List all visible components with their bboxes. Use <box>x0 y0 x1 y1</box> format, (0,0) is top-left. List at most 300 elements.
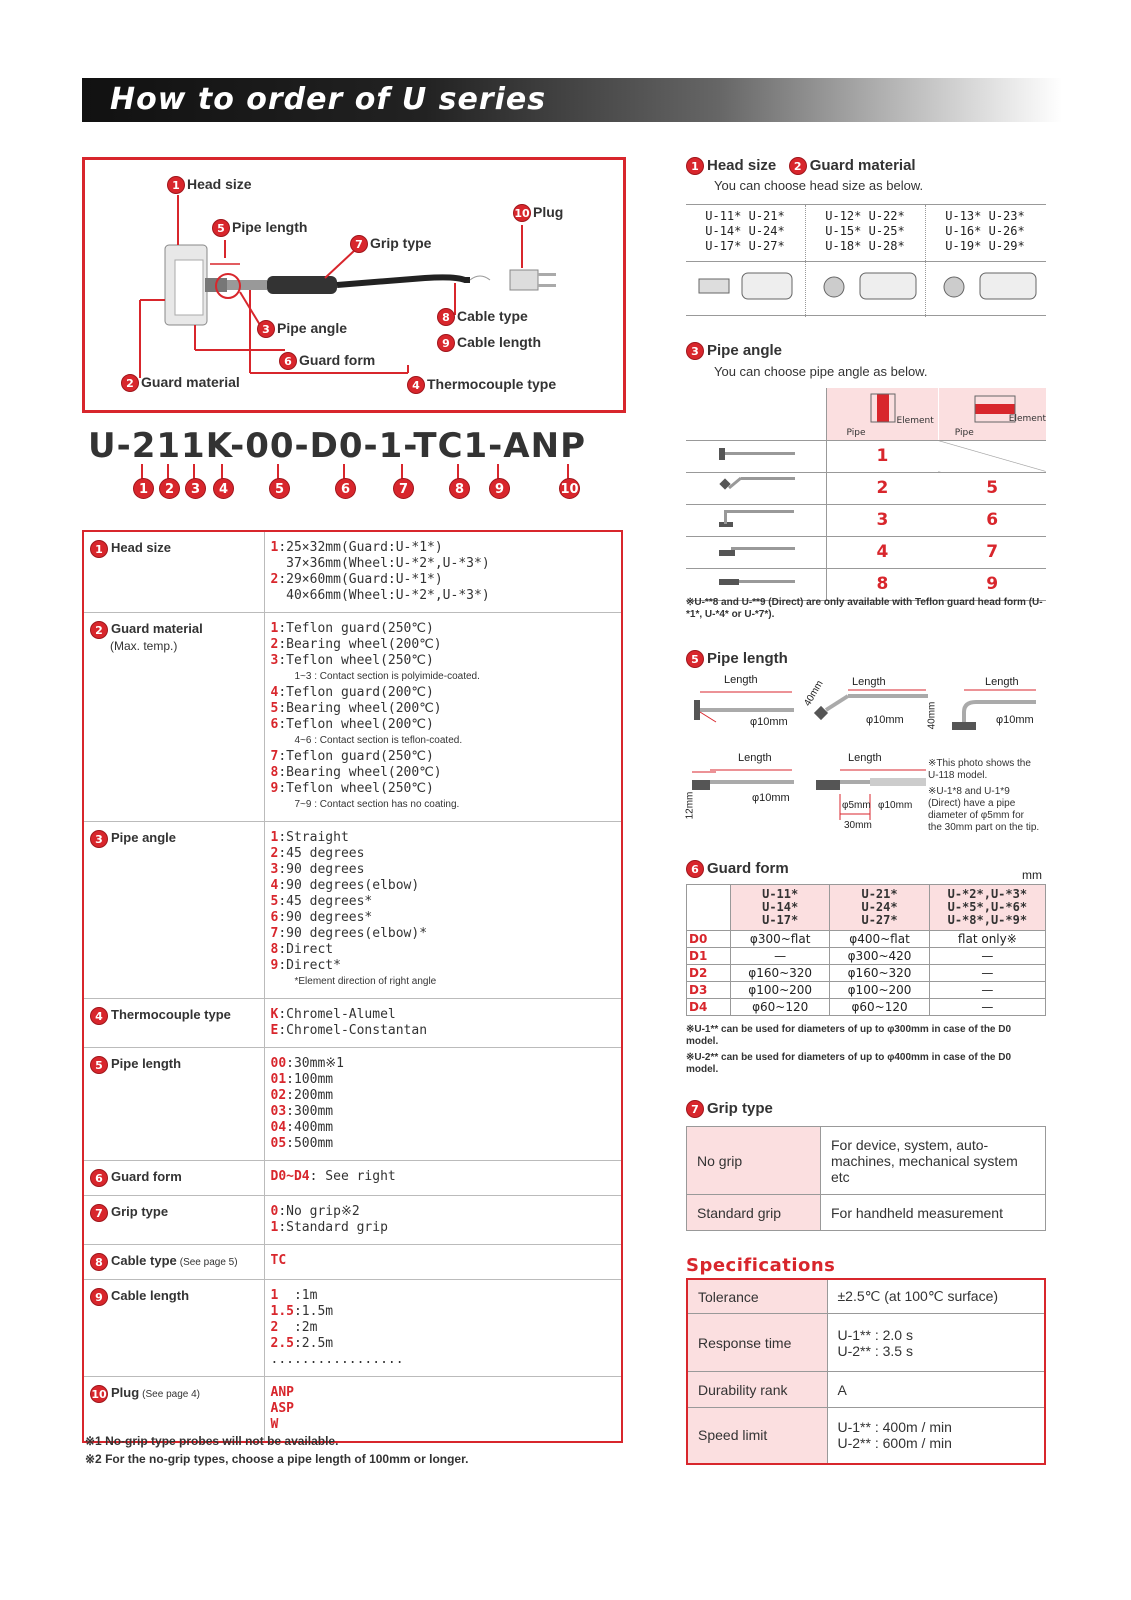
option-line <box>271 1120 616 1136</box>
option-line <box>271 974 616 990</box>
option-code: 3 <box>270 653 279 668</box>
pipe-icon-elbow <box>686 536 826 568</box>
guard-value: φ100~200 <box>731 982 830 999</box>
guard-col-header-1: U-11* U-14* U-17* <box>731 885 830 931</box>
guard-value: φ400~flat <box>830 931 929 948</box>
guard-form-heading: 6 Guard form <box>686 860 789 878</box>
option-text: *Element direction of right angle <box>294 976 437 987</box>
order-row-label <box>83 1377 264 1443</box>
guard-head-image-1 <box>694 269 804 305</box>
option-code: 1 <box>270 830 279 845</box>
tip-length-label: 12mm <box>684 791 696 820</box>
guard-value: — <box>929 982 1045 999</box>
grip-desc-no-grip: For device, system, auto-machines, mechanical system etc <box>821 1127 1046 1195</box>
option-text: :Teflon wheel(250℃) <box>278 781 434 796</box>
option-line <box>271 1204 616 1220</box>
option-text: 40×66mm(Wheel:U-*2*,U-*3*) <box>270 588 490 603</box>
option-line <box>271 1088 616 1104</box>
item-label: Plug <box>111 1385 140 1401</box>
pipe-angle-subtitle: You can choose pipe angle as below. <box>714 364 928 379</box>
option-code: 02 <box>270 1088 287 1103</box>
item-label: Grip type <box>111 1204 169 1220</box>
item-sublabel: (See page 5) <box>179 1257 238 1269</box>
order-row <box>83 1161 622 1196</box>
order-row <box>83 822 622 999</box>
guard-value: φ300~420 <box>830 948 929 965</box>
code-number-7: 7 <box>393 478 414 499</box>
diameter-label-2: φ10mm <box>866 714 904 726</box>
option-code: 5 <box>270 894 279 909</box>
option-line <box>271 1352 616 1368</box>
guard-row <box>687 999 1046 1016</box>
item-number-badge: 7 <box>90 1204 108 1222</box>
order-row <box>83 1048 622 1161</box>
guard-value: — <box>929 965 1045 982</box>
option-code: 0 <box>270 1204 279 1219</box>
order-row-options <box>264 1245 622 1280</box>
order-row-label <box>83 1161 264 1196</box>
guard-code: D3 <box>687 982 731 999</box>
option-line <box>271 1336 616 1352</box>
option-line <box>271 1104 616 1120</box>
item-number-badge: 2 <box>90 621 108 639</box>
item-label: Guard material <box>111 621 203 637</box>
option-text: :Bearing wheel(200℃) <box>278 637 442 652</box>
footnote-2: ※2 For the no-grip types, choose a pipe length of 100mm or longer. <box>85 1452 469 1466</box>
option-line <box>271 958 616 974</box>
guard-form-table <box>686 884 1046 1016</box>
option-text: :25×32mm(Guard:U-*1*) <box>278 540 443 555</box>
guard-code: D0 <box>687 931 731 948</box>
option-text: :Teflon wheel(200℃) <box>278 717 434 732</box>
pipe-angle-note: ※U-**8 and U-**9 (Direct) are only available with Teflon guard head form (U-*1*, U-*4* or U-*7*). <box>686 597 1043 620</box>
option-line <box>271 1288 616 1304</box>
code-number-8: 8 <box>449 478 470 499</box>
pipe-icon-45 <box>686 472 826 504</box>
option-line <box>271 669 616 685</box>
option-line <box>271 1304 616 1320</box>
order-row-label <box>83 1048 264 1161</box>
label-thermocouple-type: 4 Thermocouple type <box>407 376 556 394</box>
pipe-code: 8 <box>826 568 938 600</box>
guard-col-header-3: U-*2*,U-*3* U-*5*,U-*6* U-*8*,U-*9* <box>929 885 1045 931</box>
option-line <box>271 862 616 878</box>
option-text: 7~9 : Contact section has no coating. <box>294 799 460 810</box>
guard-head-image-2 <box>814 269 924 305</box>
option-line <box>271 830 616 846</box>
code-number-4: 4 <box>213 478 234 499</box>
page-title: How to order of U series <box>110 82 547 117</box>
spec-value-tolerance: ±2.5℃ (at 100℃ surface) <box>837 1288 999 1304</box>
pipe-code-empty <box>938 440 1046 472</box>
option-code: 2 <box>270 1320 279 1335</box>
length-label-4: Length <box>738 752 772 764</box>
option-line <box>271 733 616 749</box>
page-title-bar <box>82 78 1062 122</box>
guard-row <box>687 982 1046 999</box>
guard-head-image-3 <box>934 269 1044 305</box>
option-line <box>271 942 616 958</box>
option-code: 2 <box>270 846 279 861</box>
guard-note-2: ※U-2** can be used for diameters of up to φ400mm in case of the D0 model. <box>686 1052 1012 1075</box>
option-line <box>271 1401 616 1417</box>
option-line <box>271 878 616 894</box>
length-label-1: Length <box>724 674 758 686</box>
guard-value: φ160~320 <box>731 965 830 982</box>
label-pipe-angle: 3 Pipe angle <box>257 320 347 338</box>
order-row-options <box>264 1196 622 1245</box>
item-label: Pipe length <box>111 1056 182 1072</box>
item-label: Thermocouple type <box>111 1007 231 1023</box>
code-number-10: 10 <box>559 478 580 499</box>
pipe-code: 5 <box>938 472 1046 504</box>
option-text: :400mm <box>286 1120 334 1135</box>
spec-value-response: U-1** : 2.0 s U-2** : 3.5 s <box>827 1314 1045 1372</box>
guard-row <box>687 965 1046 982</box>
option-text: : See right <box>309 1169 396 1184</box>
option-text: :Direct* <box>278 958 341 973</box>
spec-label-durability: Durability rank <box>687 1372 827 1408</box>
spec-value-speed: U-1** : 400m / min U-2** : 600m / min <box>827 1408 1045 1464</box>
item-number-badge: 9 <box>90 1288 108 1306</box>
order-row <box>83 999 622 1048</box>
option-line <box>271 1007 616 1023</box>
option-code: 7 <box>270 749 279 764</box>
option-line <box>271 846 616 862</box>
option-text: :90 degrees(elbow)* <box>278 926 428 941</box>
spec-label-speed: Speed limit <box>687 1408 827 1464</box>
order-row-label <box>83 1245 264 1280</box>
option-text: :90 degrees <box>278 862 365 877</box>
grip-label-no-grip: No grip <box>687 1127 821 1195</box>
option-text: :100mm <box>286 1072 334 1087</box>
option-line <box>271 749 616 765</box>
option-text: :45 degrees <box>278 846 365 861</box>
option-text: :Teflon guard(200℃) <box>278 685 434 700</box>
option-text: :2.5m <box>293 1336 334 1351</box>
order-row-options <box>264 531 622 613</box>
grip-desc-standard: For handheld measurement <box>821 1195 1046 1231</box>
pipe-angle-table <box>686 388 1046 601</box>
pipe-icon-direct <box>686 568 826 600</box>
item-label: Pipe angle <box>111 830 177 846</box>
option-code: ASP <box>270 1401 294 1416</box>
label-guard-form: 6 Guard form <box>279 352 375 370</box>
order-row-options <box>264 1048 622 1161</box>
option-text: 37×36mm(Wheel:U-*2*,U-*3*) <box>270 556 490 571</box>
label-cable-type: 8 Cable type <box>437 308 528 326</box>
option-text: :Standard grip <box>278 1220 388 1235</box>
order-row-label <box>83 1280 264 1377</box>
specifications-table <box>686 1278 1046 1465</box>
order-row-options <box>264 999 622 1048</box>
pipe-code: 6 <box>938 504 1046 536</box>
option-text: :Teflon guard(250℃) <box>278 621 434 636</box>
probe-illustration <box>85 160 623 410</box>
option-line <box>271 894 616 910</box>
guard-value: — <box>929 948 1045 965</box>
order-row <box>83 1280 622 1377</box>
pipe-header-perpendicular: Pipe Element <box>826 388 938 440</box>
code-number-1: 1 <box>133 478 154 499</box>
head-size-heading: 1 Head size 2 Guard material <box>686 157 916 175</box>
option-text: :1m <box>278 1288 318 1303</box>
option-code: 4 <box>270 685 279 700</box>
order-row <box>83 531 622 613</box>
code-number-5: 5 <box>269 478 290 499</box>
option-text: :500mm <box>286 1136 334 1151</box>
option-line <box>271 1417 616 1433</box>
item-number-badge: 8 <box>90 1253 108 1271</box>
grip-type-table <box>686 1126 1046 1231</box>
guard-code: D4 <box>687 999 731 1016</box>
option-text: :2m <box>278 1320 318 1335</box>
guard-value: φ160~320 <box>830 965 929 982</box>
pipe-angle-heading: 3 Pipe angle <box>686 342 782 360</box>
option-code: 2 <box>270 637 279 652</box>
order-row-label <box>83 1196 264 1245</box>
item-number-badge: 6 <box>90 1169 108 1187</box>
option-text: ................. <box>270 1352 404 1367</box>
order-row <box>83 1377 622 1443</box>
head-col-2: U-12* U-22* U-15* U-25* U-18* U-28* <box>825 209 905 253</box>
order-row-options <box>264 1280 622 1377</box>
option-text: :200mm <box>286 1088 334 1103</box>
code-number-9: 9 <box>489 478 510 499</box>
grip-label-standard: Standard grip <box>687 1195 821 1231</box>
option-code: 1 <box>270 1220 279 1235</box>
option-line <box>271 1056 616 1072</box>
guard-row <box>687 948 1046 965</box>
label-pipe-length: 5 Pipe length <box>212 219 307 237</box>
option-line <box>271 1169 616 1185</box>
option-line <box>271 1072 616 1088</box>
option-line <box>271 1320 616 1336</box>
option-line <box>271 572 616 588</box>
footnote-1: ※1 No-grip type probes will not be available. <box>85 1434 339 1448</box>
option-line <box>271 1023 616 1039</box>
order-row <box>83 1245 622 1280</box>
item-number-badge: 1 <box>90 540 108 558</box>
guard-code: D2 <box>687 965 731 982</box>
grip-type-heading: 7 Grip type <box>686 1100 773 1118</box>
option-line <box>271 1385 616 1401</box>
item-label: Cable length <box>111 1288 190 1304</box>
option-line <box>271 588 616 604</box>
pipe-length-note-1: ※This photo shows the U-118 model. <box>928 758 1031 781</box>
item-number-badge: 4 <box>90 1007 108 1025</box>
code-number-6: 6 <box>335 478 356 499</box>
option-text: :Bearing wheel(200℃) <box>278 765 442 780</box>
order-code: U-211K-00-D0-1-TC1-ANP <box>88 426 586 466</box>
head-col-3: U-13* U-23* U-16* U-26* U-19* U-29* <box>945 209 1025 253</box>
option-line <box>271 653 616 669</box>
pipe-code: 7 <box>938 536 1046 568</box>
label-head-size: 1 Head size <box>167 176 252 194</box>
option-text: :Chromel-Constantan <box>278 1023 428 1038</box>
option-code: W <box>270 1417 279 1432</box>
option-line <box>271 556 616 572</box>
option-text: :Teflon guard(250℃) <box>278 749 434 764</box>
option-line <box>271 540 616 556</box>
option-line <box>271 1136 616 1152</box>
item-label: Cable type <box>111 1253 177 1269</box>
option-text: 1~3 : Contact section is polyimide-coated. <box>294 671 480 682</box>
guard-value: φ60~120 <box>731 999 830 1016</box>
guard-value: φ60~120 <box>830 999 929 1016</box>
guard-value: φ300~flat <box>731 931 830 948</box>
pipe-code: 4 <box>826 536 938 568</box>
option-code: 8 <box>270 942 279 957</box>
option-text: :29×60mm(Guard:U-*1*) <box>278 572 443 587</box>
option-line <box>271 1253 616 1269</box>
option-text: :90 degrees* <box>278 910 373 925</box>
option-code: TC <box>270 1253 287 1268</box>
label-plug: 10 Plug <box>514 204 564 221</box>
guard-value: flat only※ <box>929 931 1045 948</box>
guard-note-1: ※U-1** can be used for diameters of up to φ300mm in case of the D0 model. <box>686 1024 1012 1047</box>
option-line <box>271 637 616 653</box>
length-label-5: Length <box>848 752 882 764</box>
tip-part-label: 30mm <box>844 820 872 831</box>
guard-value: φ100~200 <box>830 982 929 999</box>
option-code: 6 <box>270 717 279 732</box>
option-line <box>271 621 616 637</box>
diameter-label-5: φ5mm <box>842 800 871 811</box>
product-diagram <box>82 157 626 413</box>
option-code: 6 <box>270 910 279 925</box>
diameter-label-1: φ10mm <box>750 716 788 728</box>
option-code: 1 <box>270 540 279 555</box>
option-code: 05 <box>270 1136 287 1151</box>
option-code: 8 <box>270 765 279 780</box>
option-line <box>271 685 616 701</box>
diameter-label-6: φ10mm <box>878 800 913 811</box>
guard-value: — <box>929 999 1045 1016</box>
guard-value: — <box>731 948 830 965</box>
order-row-options <box>264 613 622 822</box>
spec-label-response: Response time <box>687 1314 827 1372</box>
option-text: :1.5m <box>293 1304 334 1319</box>
option-line <box>271 1220 616 1236</box>
option-code: D0~D4 <box>270 1169 310 1184</box>
option-line <box>271 910 616 926</box>
option-text: :Chromel-Alumel <box>278 1007 396 1022</box>
diameter-label-3: φ10mm <box>996 714 1034 726</box>
option-code: 5 <box>270 701 279 716</box>
option-text: 4~6 : Contact section is teflon-coated. <box>294 735 463 746</box>
pipe-code: 9 <box>938 568 1046 600</box>
order-row <box>83 1196 622 1245</box>
option-text: :Bearing wheel(200℃) <box>278 701 442 716</box>
order-row-options <box>264 1377 622 1443</box>
option-line <box>271 765 616 781</box>
order-row-label <box>83 822 264 999</box>
guard-code: D1 <box>687 948 731 965</box>
order-row-options <box>264 1161 622 1196</box>
guard-row <box>687 931 1046 948</box>
option-text: :No grip※2 <box>278 1204 360 1219</box>
option-text: :Teflon wheel(250℃) <box>278 653 434 668</box>
label-cable-length: 9 Cable length <box>437 334 541 352</box>
option-code: K <box>270 1007 279 1022</box>
pipe-icon-90 <box>686 504 826 536</box>
guard-col-header-2: U-21* U-24* U-27* <box>830 885 929 931</box>
spec-label-tolerance: Tolerance <box>687 1279 827 1314</box>
option-line <box>271 797 616 813</box>
option-text: :Direct <box>278 942 334 957</box>
option-code: 03 <box>270 1104 287 1119</box>
option-code: ANP <box>270 1385 294 1400</box>
option-line <box>271 781 616 797</box>
pipe-icon-straight <box>686 440 826 472</box>
option-code: 2 <box>270 572 279 587</box>
option-text: :Straight <box>278 830 349 845</box>
order-row-label <box>83 531 264 613</box>
pipe-header-parallel: Pipe Element <box>938 388 1046 440</box>
item-sublabel: (See page 4) <box>142 1389 200 1401</box>
head-size-grid <box>686 204 1046 316</box>
length-label-2: Length <box>852 676 886 688</box>
item-sublabel: (Max. temp.) <box>110 639 178 653</box>
item-number-badge: 3 <box>90 830 108 848</box>
pipe-code: 3 <box>826 504 938 536</box>
option-line <box>271 701 616 717</box>
item-number-badge: 5 <box>90 1056 108 1074</box>
spec-value-durability: A <box>827 1372 1045 1408</box>
pipe-length-heading: 5 Pipe length <box>686 650 788 668</box>
code-number-2: 2 <box>159 478 180 499</box>
option-code: 04 <box>270 1120 287 1135</box>
option-code: E <box>270 1023 279 1038</box>
item-number-badge: 10 <box>90 1385 108 1403</box>
order-row-label <box>83 999 264 1048</box>
head-size-subtitle: You can choose head size as below. <box>714 178 924 193</box>
order-row-label <box>83 613 264 822</box>
order-row-options <box>264 822 622 999</box>
option-text: :45 degrees* <box>278 894 373 909</box>
guard-unit: mm <box>1022 868 1042 882</box>
specifications-heading: Specifications <box>686 1255 836 1276</box>
pipe-code: 2 <box>826 472 938 504</box>
option-line <box>271 926 616 942</box>
height-label: 40mm <box>926 701 938 730</box>
item-label: Guard form <box>111 1169 182 1185</box>
diameter-label-4: φ10mm <box>752 792 790 804</box>
angle-length-label: 40mm <box>802 678 826 709</box>
option-code: 1 <box>270 1288 279 1303</box>
option-text: :300mm <box>286 1104 334 1119</box>
option-text: :30mm※1 <box>286 1056 345 1071</box>
pipe-length-note-2: ※U-1*8 and U-1*9 (Direct) have a pipe diameter of φ5mm for the 30mm part on the tip. <box>928 786 1040 833</box>
option-code: 2.5 <box>270 1336 294 1351</box>
option-code: 9 <box>270 958 279 973</box>
code-number-3: 3 <box>185 478 206 499</box>
option-code: 01 <box>270 1072 287 1087</box>
option-code: 00 <box>270 1056 287 1071</box>
ordering-table <box>82 530 623 1443</box>
option-code: 1 <box>270 621 279 636</box>
option-text: :90 degrees(elbow) <box>278 878 420 893</box>
head-col-1: U-11* U-21* U-14* U-24* U-17* U-27* <box>705 209 785 253</box>
option-code: 1.5 <box>270 1304 294 1319</box>
option-code: 4 <box>270 878 279 893</box>
option-code: 7 <box>270 926 279 941</box>
label-guard-material: 2 Guard material <box>121 374 240 392</box>
order-row <box>83 613 622 822</box>
option-code: 3 <box>270 862 279 877</box>
option-line <box>271 717 616 733</box>
